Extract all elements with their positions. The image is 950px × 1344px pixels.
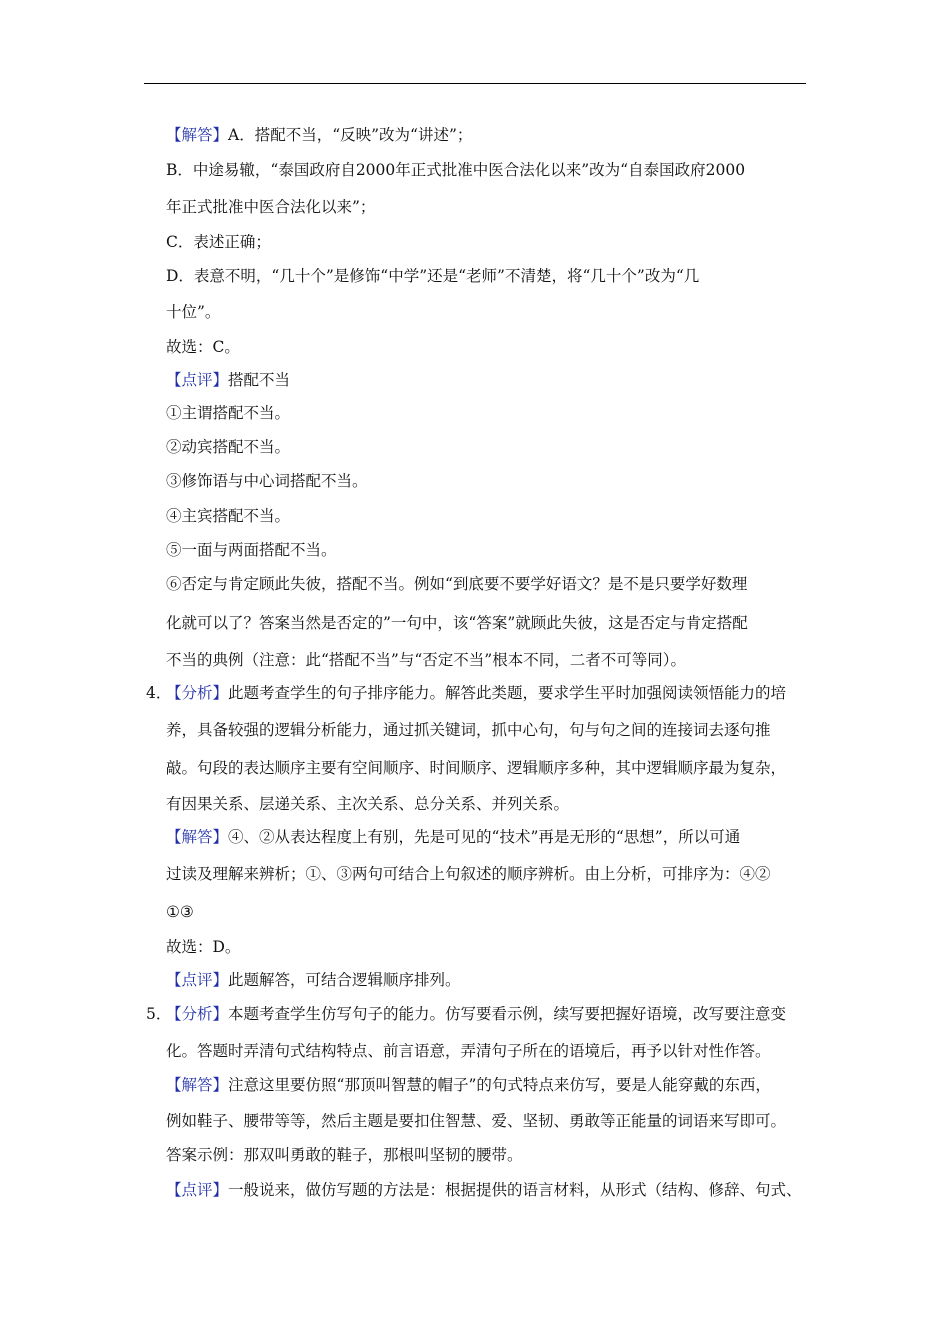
q4-jieda-line3: ①③ (166, 903, 194, 921)
q4-answer: 故选：D。 (166, 938, 241, 956)
q3-item-3: ③修饰语与中心词搭配不当。 (166, 472, 368, 490)
q3-item-2: ②动宾搭配不当。 (166, 438, 291, 456)
q5-fenxi-line2: 化。答题时弄清句式结构特点、前言语意，弄清句子所在的语境后，再予以针对性作答。 (166, 1042, 771, 1060)
q4-jieda-line1: 【解答】④、②从表达程度上有别，先是可见的“技术”再是无形的“思想”，所以可通 (166, 828, 741, 846)
q3-item-6-line2: 化就可以了？答案当然是否定的”一句中，该“答案”就顾此失彼，这是否定与肯定搭配 (166, 614, 748, 632)
tag-dianping: 【点评】 (166, 1181, 229, 1199)
q3-item-4: ④主宾搭配不当。 (166, 507, 291, 525)
q4-jieda-line2: 过读及理解来辨析；①、③两句可结合上句叙述的顺序辨析。由上分析，可排序为：④② (166, 865, 771, 883)
q3-b-line2: 年正式批准中医合法化以来”； (166, 198, 376, 216)
q3-c-line: C．表述正确； (166, 233, 271, 251)
q5-dianping-line: 【点评】一般说来，做仿写题的方法是：根据提供的语言材料，从形式（结构、修辞、句式、 (166, 1181, 802, 1199)
q5-number: 5． (146, 1005, 172, 1023)
q5-jieda-line1: 【解答】注意这里要仿照“那顶叫智慧的帽子”的句式特点来仿写，要是人能穿戴的东西， (166, 1076, 771, 1094)
tag-jieda: 【解答】 (166, 126, 229, 144)
q3-item-1: ①主谓搭配不当。 (166, 404, 291, 422)
q4-fenxi-line1: 【分析】此题考查学生的句子排序能力。解答此类题，要求学生平时加强阅读领悟能力的培 (166, 684, 787, 702)
q4-fenxi-line3: 敲。句段的表达顺序主要有空间顺序、时间顺序、逻辑顺序多种，其中逻辑顺序最为复杂， (166, 759, 787, 777)
tag-dianping: 【点评】 (166, 371, 229, 389)
q4-fenxi-line2: 养，具备较强的逻辑分析能力，通过抓关键词，抓中心句，句与句之间的连接词去逐句推 (166, 721, 771, 739)
q4-dianping-line: 【点评】此题解答，可结合逻辑顺序排列。 (166, 971, 461, 989)
tag-jieda: 【解答】 (166, 828, 229, 846)
tag-dianping: 【点评】 (166, 971, 229, 989)
q3-dianping-line: 【点评】搭配不当 (166, 371, 291, 389)
q5-fenxi-line1: 【分析】本题考查学生仿写句子的能力。仿写要看示例，续写要把握好语境，改写要注意变 (166, 1005, 787, 1023)
header-rule (144, 83, 806, 84)
q4-fenxi-line4: 有因果关系、层递关系、主次关系、总分关系、并列关系。 (166, 795, 570, 813)
q3-answer: 故选：C。 (166, 338, 240, 356)
tag-jieda: 【解答】 (166, 1076, 229, 1094)
q3-d-line2: 十位”。 (166, 303, 221, 321)
q3-jieda-line: 【解答】A．搭配不当，“反映”改为“讲述”； (166, 126, 473, 144)
q3-item-6-line3: 不当的典例（注意：此“搭配不当”与“否定不当”根本不同，二者不可等同）。 (166, 651, 686, 669)
q5-example: 答案示例：那双叫勇敢的鞋子，那根叫坚韧的腰带。 (166, 1146, 523, 1164)
q3-d-line1: D．表意不明，“几十个”是修饰“中学”还是“老师”不清楚，将“几十个”改为“几 (166, 267, 700, 285)
tag-fenxi: 【分析】 (166, 1005, 229, 1023)
q3-item-6-line1: ⑥否定与肯定顾此失彼，搭配不当。例如“到底要不要学好语文？是不是只要学好数理 (166, 575, 748, 593)
tag-fenxi: 【分析】 (166, 684, 229, 702)
q4-number: 4． (146, 684, 172, 702)
q3-b-line1: B．中途易辙，“泰国政府自2000年正式批准中医合法化以来”改为“自泰国政府2000 (166, 161, 746, 179)
q3-item-5: ⑤一面与两面搭配不当。 (166, 541, 337, 559)
q5-jieda-line2: 例如鞋子、腰带等等，然后主题是要扣住智慧、爱、坚韧、勇敢等正能量的词语来写即可。 (166, 1112, 787, 1130)
